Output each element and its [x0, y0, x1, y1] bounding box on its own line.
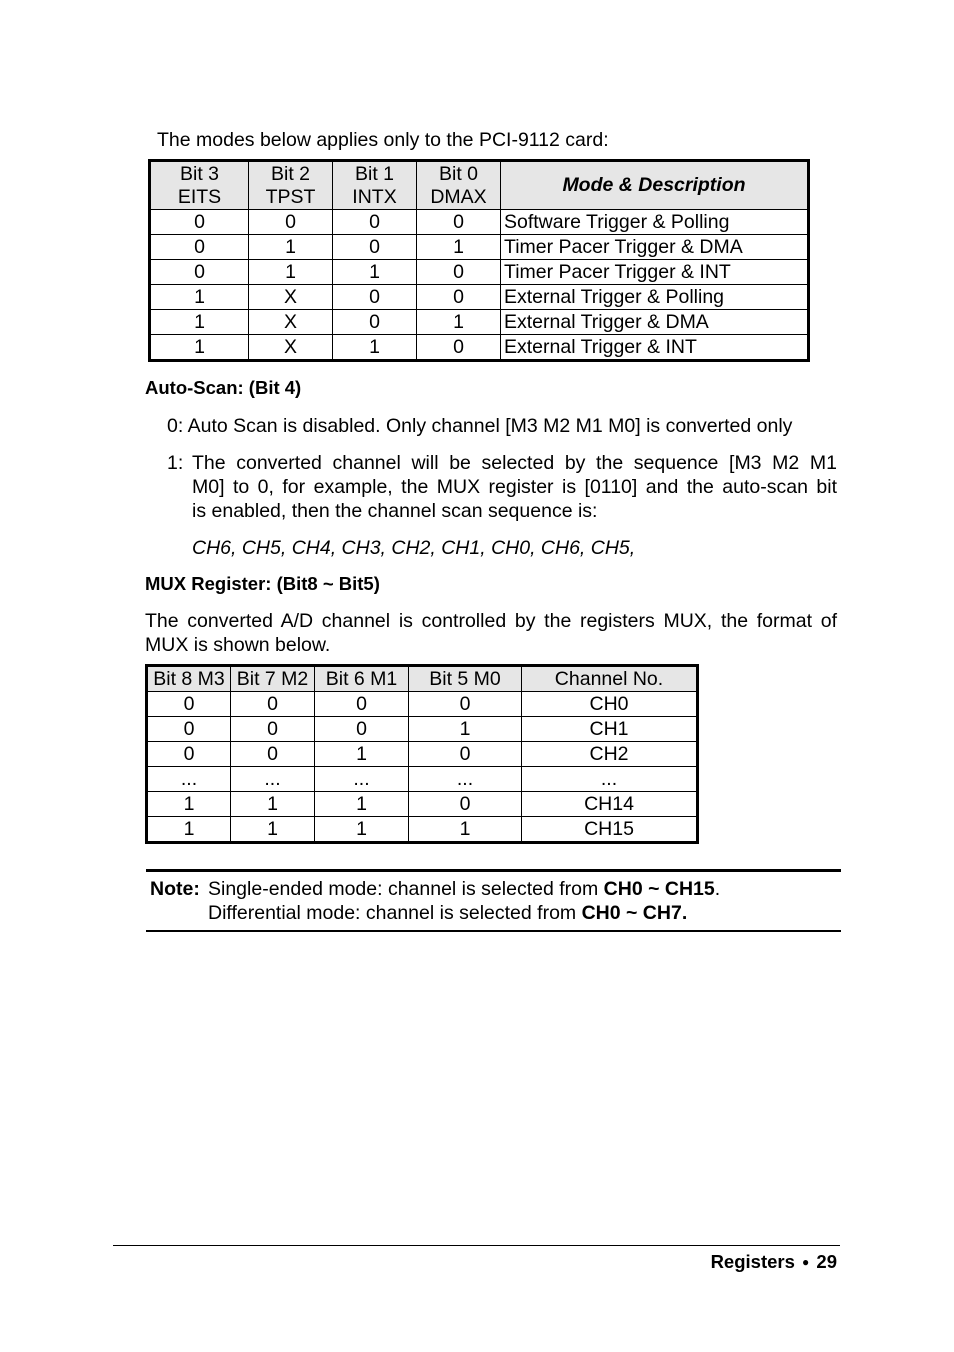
bullet-icon: ● — [802, 1255, 810, 1269]
table-cell: CH14 — [522, 792, 698, 817]
table-cell: 0 — [333, 210, 417, 235]
intro-text: The modes below applies only to the PCI-9112 card: — [157, 129, 609, 151]
table-cell: 0 — [231, 717, 315, 742]
table-cell: 1 — [333, 260, 417, 285]
table-row — [147, 717, 698, 742]
table-cell-description: Software Trigger & Polling — [501, 210, 809, 235]
modes-table-header — [150, 161, 809, 210]
note-line-2 — [208, 901, 687, 925]
table-cell: 0 — [333, 235, 417, 260]
table-cell: 0 — [333, 310, 417, 335]
table-cell: 1 — [417, 310, 501, 335]
table-row — [147, 792, 698, 817]
table-cell: 0 — [147, 742, 231, 767]
table-cell: CH0 — [522, 692, 698, 717]
table-row — [147, 767, 698, 792]
table-cell: 1 — [147, 792, 231, 817]
autoscan-item-1-line: M0] to 0, for example, the MUX register is [0110] and the auto-scan bit — [192, 476, 837, 498]
table-cell: X — [249, 285, 333, 310]
header-bit8-m3: Bit 8 M3 — [147, 666, 231, 692]
table-cell-description: External Trigger & Polling — [501, 285, 809, 310]
table-cell: CH1 — [522, 717, 698, 742]
table-cell: 1 — [249, 260, 333, 285]
table-cell: CH2 — [522, 742, 698, 767]
note-line-1-text: Single-ended mode: channel is selected from — [208, 878, 604, 900]
table-row — [150, 260, 809, 285]
scan-sequence: CH6, CH5, CH4, CH3, CH2, CH1, CH0, CH6, CH5, — [192, 537, 636, 559]
table-cell: 1 — [315, 792, 409, 817]
table-cell: 1 — [150, 310, 249, 335]
note-line-2-range: CH0 ~ CH7. — [581, 902, 688, 924]
table-cell: 1 — [417, 235, 501, 260]
table-cell: 1 — [409, 717, 522, 742]
table-cell: 1 — [409, 817, 522, 843]
autoscan-item-1-line: The converted channel will be selected by the sequence [M3 M2 M1 — [192, 452, 837, 474]
header-bit3: Bit 3 EITS — [150, 161, 249, 210]
header-channel-no: Channel No. — [522, 666, 698, 692]
table-cell: X — [249, 335, 333, 361]
table-cell-description: External Trigger & DMA — [501, 310, 809, 335]
table-cell: 0 — [409, 792, 522, 817]
table-cell: 1 — [147, 817, 231, 843]
mux-table — [145, 664, 699, 844]
table-cell: 1 — [315, 742, 409, 767]
table-row — [150, 285, 809, 310]
table-cell: 0 — [333, 285, 417, 310]
table-cell: ... — [147, 767, 231, 792]
table-cell: ... — [522, 767, 698, 792]
note-line-1-end: . — [714, 878, 721, 900]
table-row — [147, 817, 698, 843]
table-cell: 1 — [249, 235, 333, 260]
footer-section: Registers — [710, 1251, 795, 1272]
table-cell: 0 — [231, 692, 315, 717]
table-cell: ... — [315, 767, 409, 792]
table-cell: 0 — [417, 260, 501, 285]
table-row — [147, 692, 698, 717]
table-cell: 1 — [150, 335, 249, 361]
autoscan-item-1-text — [192, 451, 837, 523]
table-cell: 0 — [409, 742, 522, 767]
table-cell-description: External Trigger & INT — [501, 335, 809, 361]
mux-table-header — [147, 666, 698, 692]
mux-description-line: The converted A/D channel is controlled by the registers MUX, the format of — [145, 610, 837, 632]
header-bit0: Bit 0 DMAX — [417, 161, 501, 210]
table-cell: 1 — [150, 285, 249, 310]
table-cell: 0 — [150, 235, 249, 260]
table-cell: 0 — [147, 692, 231, 717]
table-cell: 0 — [315, 692, 409, 717]
table-cell: 0 — [315, 717, 409, 742]
header-mode-description: Mode & Description — [501, 161, 809, 210]
table-row — [150, 310, 809, 335]
table-cell: 0 — [417, 335, 501, 361]
page-number: 29 — [816, 1251, 837, 1272]
table-cell: 1 — [231, 817, 315, 843]
autoscan-heading: Auto-Scan: (Bit 4) — [145, 377, 302, 398]
header-bit7-m2: Bit 7 M2 — [231, 666, 315, 692]
footer-rule — [113, 1245, 840, 1246]
autoscan-item-0: 0: Auto Scan is disabled. Only channel [M3 M2 M1 M0] is converted only — [167, 415, 793, 437]
header-bit1: Bit 1 INTX — [333, 161, 417, 210]
table-cell: 0 — [231, 742, 315, 767]
note-line-2-text: Differential mode: channel is selected from — [208, 902, 582, 924]
table-cell: ... — [409, 767, 522, 792]
table-cell: 0 — [249, 210, 333, 235]
table-cell-description: Timer Pacer Trigger & INT — [501, 260, 809, 285]
table-cell: CH15 — [522, 817, 698, 843]
mux-description-line: MUX is shown below. — [145, 634, 331, 656]
table-cell: 0 — [150, 260, 249, 285]
header-bit5-m0: Bit 5 M0 — [409, 666, 522, 692]
table-cell: 0 — [409, 692, 522, 717]
table-cell-description: Timer Pacer Trigger & DMA — [501, 235, 809, 260]
table-cell: X — [249, 310, 333, 335]
note-label: Note: — [150, 878, 200, 900]
table-cell: ... — [231, 767, 315, 792]
page-footer — [711, 1250, 837, 1274]
mux-description — [145, 609, 837, 657]
table-row — [150, 210, 809, 235]
table-cell: 1 — [333, 335, 417, 361]
autoscan-item-1-number: 1: — [167, 452, 184, 474]
mux-heading: MUX Register: (Bit8 ~ Bit5) — [145, 573, 380, 594]
table-cell: 0 — [150, 210, 249, 235]
note-box — [146, 869, 841, 932]
table-cell: 1 — [231, 792, 315, 817]
table-row — [150, 235, 809, 260]
table-cell: 0 — [417, 285, 501, 310]
table-cell: 0 — [147, 717, 231, 742]
modes-table — [148, 159, 810, 362]
table-row — [150, 335, 809, 361]
note-line-1-range: CH0 ~ CH15 — [603, 878, 715, 900]
header-bit6-m1: Bit 6 M1 — [315, 666, 409, 692]
autoscan-item-1-line: is enabled, then the channel scan sequence is: — [192, 500, 598, 522]
header-bit2: Bit 2 TPST — [249, 161, 333, 210]
table-row — [147, 742, 698, 767]
note-line-1 — [208, 877, 720, 901]
table-cell: 1 — [315, 817, 409, 843]
table-cell: 0 — [417, 210, 501, 235]
